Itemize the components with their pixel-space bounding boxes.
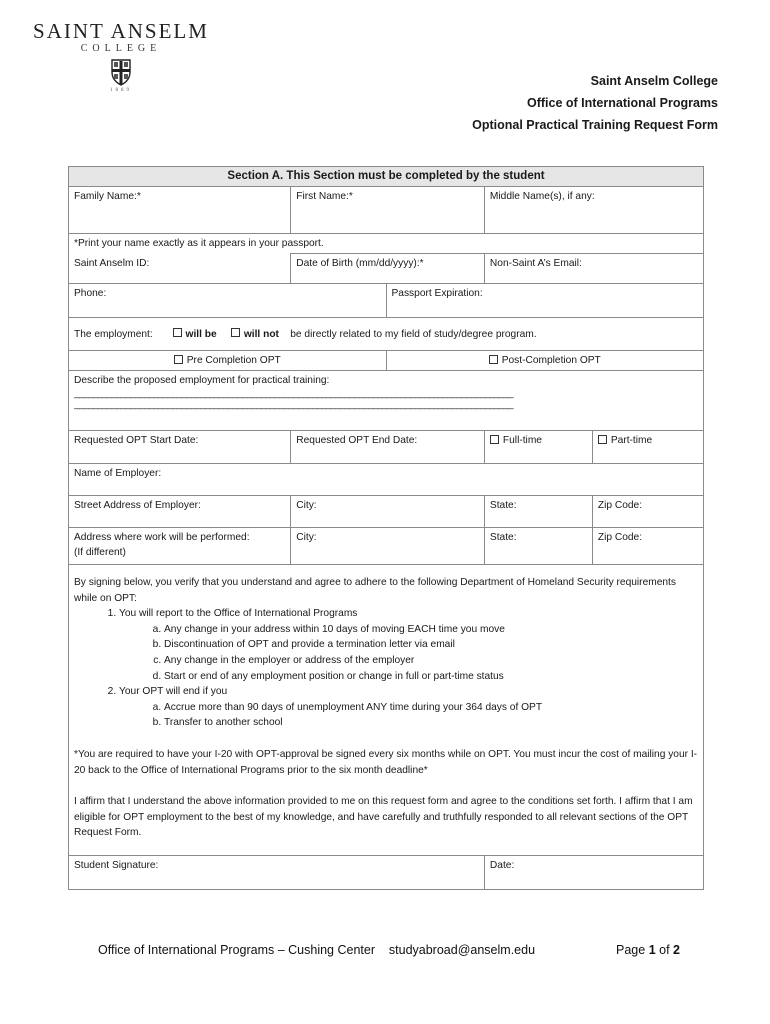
affirmation: I affirm that I understand the above information provided to me on this request form and agree to the conditions set forth. I affirm that I am eligible for OPT employment to the best of my knowledge, and have carefully and truthfully responded to all relevant sections of the OPT Request Form. [74,796,693,839]
dob-field[interactable] [291,254,485,284]
work-city-label: City: [296,532,317,543]
phone-field[interactable] [69,284,387,318]
page-number [616,943,680,957]
dhs-requirements [69,565,704,856]
header-college: Saint Anselm College [590,74,718,88]
employer-name-field[interactable] [69,464,704,496]
post-completion-opt-option[interactable] [386,351,704,371]
opt-end-date-label: Requested OPT End Date: [296,435,418,446]
middle-name-label: Middle Name(s), if any: [489,191,595,202]
logo-name: SAINT ANSELM [33,19,209,43]
footer-office: Office of International Programs – Cushing Center [98,943,375,957]
dhs-intro: By signing below, you verify that you understand and agree to adhere to the following Department of Homeland Security requirements while on OPT: [74,577,676,604]
first-name-field[interactable] [291,187,485,234]
employer-name-label: Name of Employer: [74,468,162,479]
employer-city-field[interactable] [291,496,485,528]
signature-date-field[interactable] [484,855,703,889]
footer-email[interactable]: studyabroad@anselm.edu [388,943,536,957]
page-of: of [659,943,670,957]
work-state-label: State: [489,532,517,543]
requirement-report [119,606,698,684]
crest-icon [110,58,132,86]
logo-year: 1889 [110,88,132,93]
passport-expiration-field[interactable] [386,284,704,318]
work-state-field[interactable] [484,528,592,565]
work-address-label: Address where work will be performed: [74,532,250,543]
passport-expiration-label: Passport Expiration: [391,288,483,299]
list-item: d. Start or end of any employment position or change in full or part-time status [164,669,698,685]
email-label: Non-Saint A’s Email: [489,258,582,269]
header-form-title: Optional Practical Training Request Form [472,118,718,132]
part-time-label: Part-time [610,435,653,446]
description-line-1: ______________________________________________________________________________________________ [74,388,513,399]
page-prefix: Page [616,943,646,957]
form-header [472,70,718,136]
employer-state-label: State: [489,500,517,511]
post-completion-label: Post-Completion OPT [501,355,601,366]
logo-college: COLLEGE [80,43,162,54]
family-name-field[interactable] [69,187,291,234]
description-line-2: ______________________________________________________________________________________________ [74,399,513,410]
requirement-end-text: Your OPT will end if you [119,686,228,698]
employer-state-field[interactable] [484,496,592,528]
requirement-end [119,684,698,731]
signature-date-label: Date: [489,859,515,871]
page-current: 1 [648,943,656,957]
page-footer [98,943,680,957]
requirements-list [74,606,698,731]
section-a-title: Section A. This Section must be completed by the student [69,167,704,187]
employment-description-label: Describe the proposed employment for practical training: [74,375,330,386]
list-item: b. Discontinuation of OPT and provide a termination letter via email [164,637,698,653]
first-name-label: First Name:* [296,191,353,202]
opt-end-date-field[interactable] [291,431,485,464]
middle-name-field[interactable] [484,187,703,234]
pre-completion-label: Pre Completion OPT [186,355,281,366]
saint-anselm-id-field[interactable] [69,254,291,284]
employer-zip-field[interactable] [592,496,703,528]
college-logo [26,20,216,93]
work-city-field[interactable] [291,528,485,565]
employer-street-label: Street Address of Employer: [74,500,201,511]
work-zip-label: Zip Code: [597,532,643,543]
full-time-option[interactable] [484,431,592,464]
dob-label: Date of Birth (mm/dd/yyyy):* [296,258,424,269]
student-signature-label: Student Signature: [74,859,159,871]
will-be-label: will be [185,328,217,340]
saint-anselm-id-label: Saint Anselm ID: [74,257,150,269]
employment-prefix: The employment: [74,328,153,340]
print-name-note: *Print your name exactly as it appears in your passport. [69,234,704,254]
pre-completion-opt-option[interactable] [69,351,387,371]
opt-request-form [68,166,704,890]
requirement-report-text: You will report to the Office of International Programs [119,608,358,620]
list-item: a. Accrue more than 90 days of unemployment ANY time during your 364 days of OPT [164,700,698,716]
report-items [119,622,698,684]
full-time-checkbox[interactable] [490,435,499,444]
work-address-field[interactable] [69,528,291,565]
employer-city-label: City: [296,500,317,511]
work-zip-field[interactable] [592,528,703,565]
family-name-label: Family Name:* [74,191,141,202]
employment-relation-row [69,318,704,351]
opt-start-date-label: Requested OPT Start Date: [74,435,199,446]
end-items [119,700,698,731]
part-time-checkbox[interactable] [598,435,607,444]
employment-suffix: be directly related to my field of study/degree program. [290,328,537,340]
page-total: 2 [673,943,680,957]
post-completion-checkbox[interactable] [489,355,498,364]
work-address-note: (If different) [74,547,126,558]
opt-start-date-field[interactable] [69,431,291,464]
employment-description-field[interactable] [69,371,704,431]
phone-label: Phone: [74,288,107,299]
will-not-label: will not [243,328,279,340]
i20-note: *You are required to have your I-20 with OPT-approval be signed every six months while on OPT. You must incur the cost of mailing your I-20 back to the Office of International Programs prior to the six month deadline* [74,748,698,776]
email-field[interactable] [484,254,703,284]
will-not-checkbox[interactable] [231,328,240,337]
pre-completion-checkbox[interactable] [174,355,183,364]
list-item: c. Any change in the employer or address of the employer [164,653,698,669]
full-time-label: Full-time [502,435,542,446]
student-signature-field[interactable] [69,855,485,889]
will-be-checkbox[interactable] [173,328,182,337]
list-item: a. Any change in your address within 10 days of moving EACH time you move [164,622,698,638]
employer-zip-label: Zip Code: [597,500,643,511]
part-time-option[interactable] [592,431,703,464]
employer-street-field[interactable] [69,496,291,528]
list-item: b. Transfer to another school [164,715,698,731]
header-office: Office of International Programs [526,96,718,110]
